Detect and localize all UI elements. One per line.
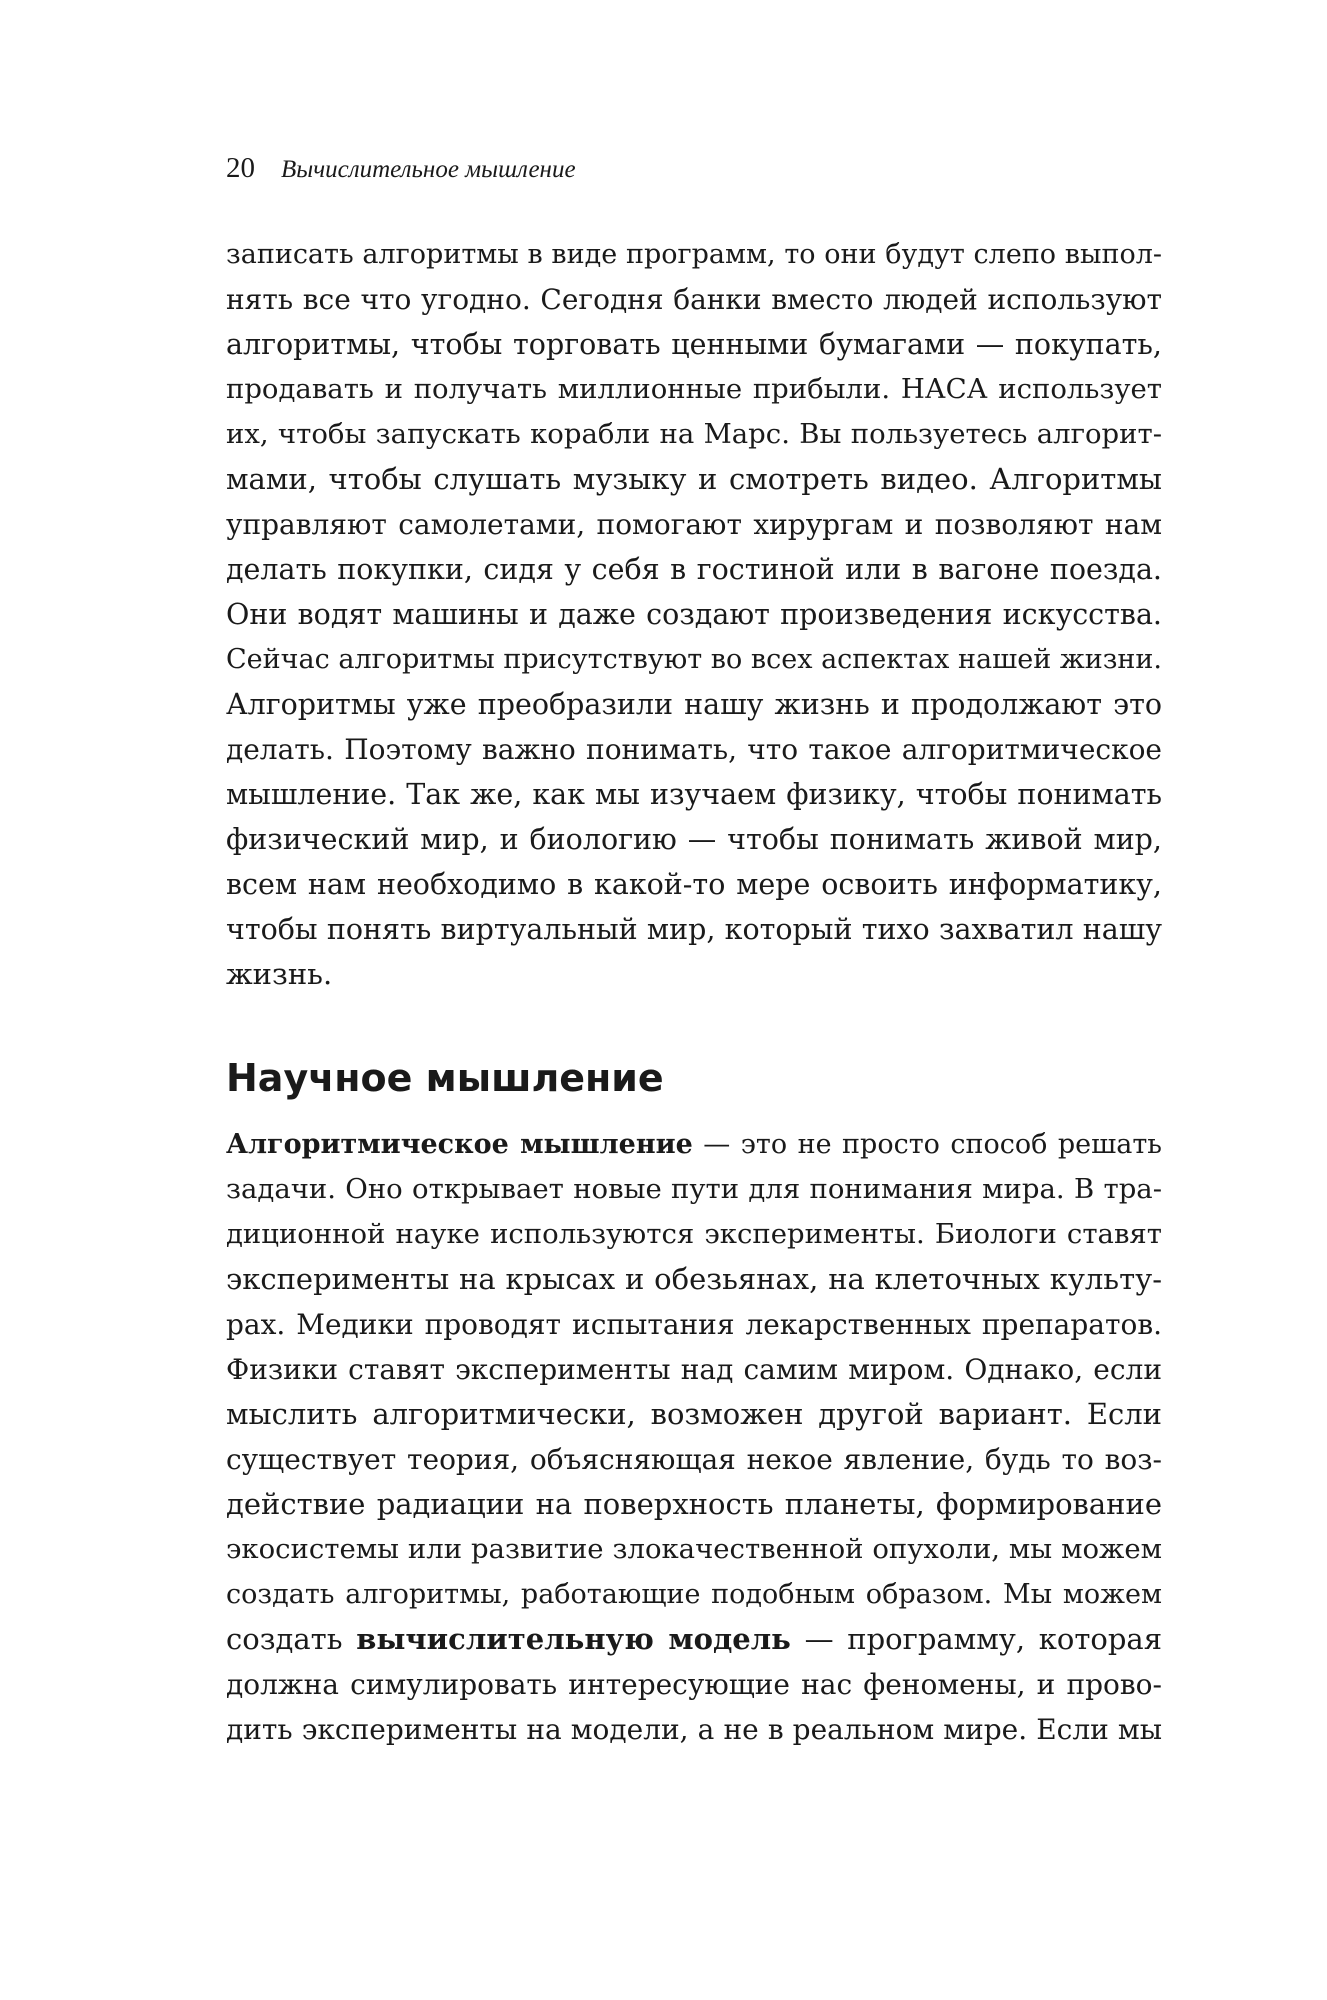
text-line: экосистемы или развитие злокачественной опухоли, мы можем	[226, 1533, 1162, 1565]
text-line: алгоритмы, чтобы торговать ценными бумагами — покупать,	[226, 328, 1162, 361]
text-line: должна симулировать интересующие нас феномены, и прово-	[226, 1668, 1162, 1701]
text-line: делать покупки, сидя у себя в гостиной или в вагоне поезда.	[226, 553, 1162, 586]
term-algorithmic-thinking: Алгоритмическое мышление	[226, 1129, 693, 1160]
paragraph-2	[226, 1122, 1162, 1752]
running-title: Вычислительное мышление	[281, 156, 576, 183]
text-fragment: — это не просто способ решать	[692, 1129, 1162, 1160]
text-line	[226, 1122, 1162, 1167]
text-line: чтобы понять виртуальный мир, который тихо захватил нашу	[226, 913, 1162, 946]
page-number: 20	[226, 152, 255, 184]
term-computational-model: вычислительную модель	[356, 1622, 791, 1656]
text-line: создать алгоритмы, работающие подобным образом. Мы можем	[226, 1579, 1162, 1610]
text-fragment: — программу, которая	[790, 1622, 1162, 1656]
text-fragment: создать	[226, 1622, 357, 1656]
section-heading: Научное мышление	[226, 1056, 664, 1100]
text-line: записать алгоритмы в виде программ, то они будут слепо выпол-	[226, 239, 1162, 270]
text-line: физический мир, и биологию — чтобы понимать живой мир,	[226, 823, 1162, 856]
text-line: Физики ставят эксперименты над самим миром. Однако, если	[226, 1353, 1162, 1386]
text-line: всем нам необходимо в какой-то мере освоить информатику,	[226, 868, 1162, 901]
text-line: дить эксперименты на модели, а не в реальном мире. Если мы	[226, 1713, 1162, 1746]
text-line: управляют самолетами, помогают хирургам и позволяют нам	[226, 508, 1162, 541]
text-line: их, чтобы запускать корабли на Марс. Вы пользуетесь алгорит-	[226, 418, 1162, 450]
text-line	[226, 1617, 1162, 1662]
running-header	[226, 152, 576, 192]
text-line: мыслить алгоритмически, возможен другой вариант. Если	[226, 1397, 1162, 1431]
text-line: задачи. Оно открывает новые пути для понимания мира. В тра-	[226, 1173, 1162, 1205]
text-line: диционной науке используются эксперименты. Биологи ставят	[226, 1218, 1162, 1250]
text-line: мышление. Так же, как мы изучаем физику, чтобы понимать	[226, 778, 1162, 811]
text-line: продавать и получать миллионные прибыли. НАСА использует	[226, 373, 1162, 405]
text-line: эксперименты на крысах и обезьянах, на клеточных культу-	[226, 1262, 1162, 1296]
text-line: нять все что угодно. Сегодня банки вместо людей используют	[226, 283, 1162, 316]
text-line: Они водят машины и даже создают произведения искусства.	[226, 598, 1162, 631]
text-line: действие радиации на поверхность планеты, формирование	[226, 1487, 1162, 1521]
text-line: рах. Медики проводят испытания лекарственных препаратов.	[226, 1308, 1162, 1341]
text-line: Сейчас алгоритмы присутствуют во всех аспектах нашей жизни.	[226, 644, 1162, 675]
text-line: Алгоритмы уже преобразили нашу жизнь и продолжают это	[226, 688, 1162, 721]
paragraph-1	[226, 232, 1162, 997]
text-line: мами, чтобы слушать музыку и смотреть видео. Алгоритмы	[226, 462, 1162, 496]
text-line: жизнь.	[226, 957, 333, 991]
text-line: делать. Поэтому важно понимать, что такое алгоритмическое	[226, 733, 1162, 766]
text-line: существует теория, объясняющая некое явление, будь то воз-	[226, 1443, 1162, 1476]
